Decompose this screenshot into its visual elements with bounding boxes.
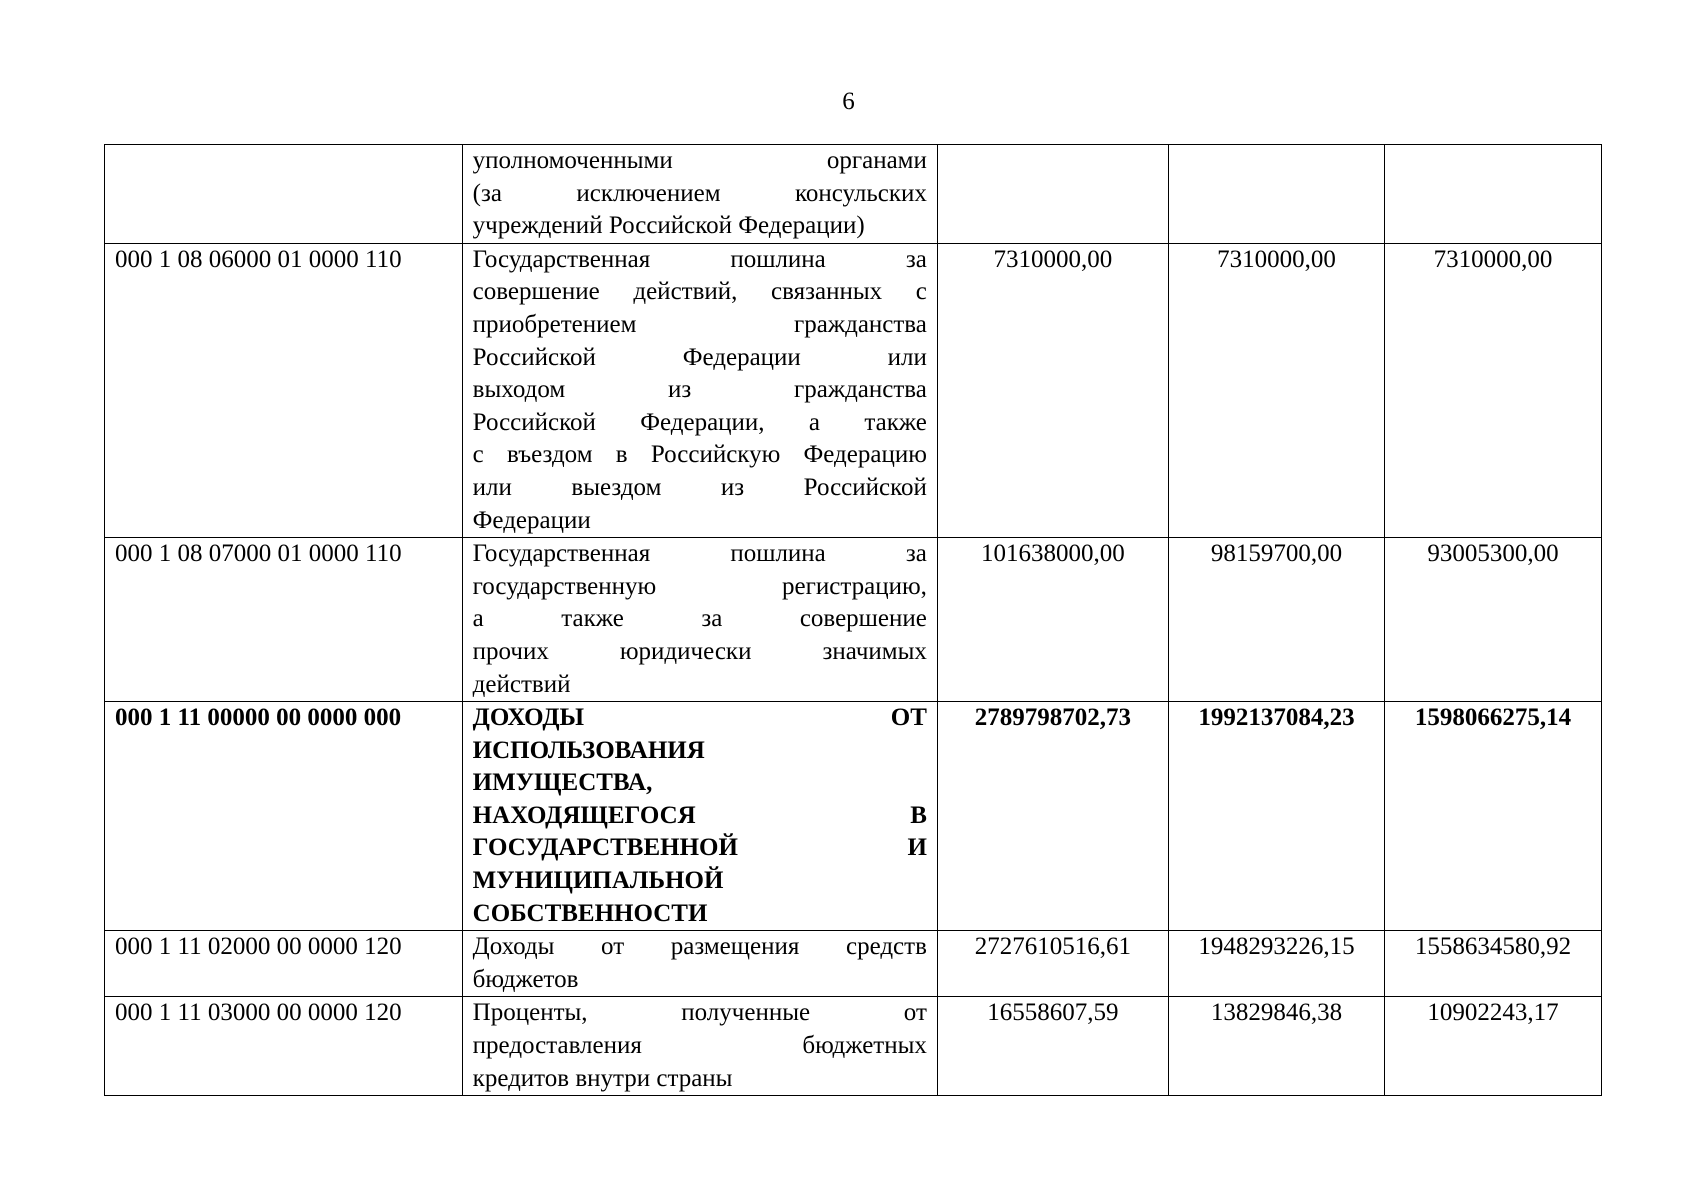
description-line: Федерации (472, 506, 591, 534)
amount-year-2-cell: 13829846,38 (1168, 997, 1384, 1096)
description-line: Государственная пошлина за (472, 245, 927, 273)
description-line: учреждений Российской Федерации) (472, 212, 865, 240)
description-line: ИМУЩЕСТВА, (472, 769, 653, 797)
description-line: выходом из гражданства (472, 376, 927, 404)
amount-year-2-cell: 1992137084,23 (1168, 702, 1384, 931)
description-cell (462, 243, 937, 537)
amount-year-2-cell: 1948293226,15 (1168, 931, 1384, 997)
description-line: предоставления бюджетных (472, 1032, 927, 1060)
amount-year-3-cell: 7310000,00 (1384, 243, 1601, 537)
budget-code-cell: 000 1 11 02000 00 0000 120 (105, 931, 463, 997)
description-line: или выездом из Российской (472, 473, 927, 501)
description-line: МУНИЦИПАЛЬНОЙ (472, 867, 724, 895)
description-line: а также за совершение (472, 605, 927, 633)
amount-year-1-cell: 16558607,59 (937, 997, 1168, 1096)
budget-code-cell: 000 1 08 06000 01 0000 110 (105, 243, 463, 537)
description-line: (за исключением консульских (472, 179, 927, 207)
amount-year-3-cell: 93005300,00 (1384, 538, 1601, 702)
budget-code-cell: 000 1 11 00000 00 0000 000 (105, 702, 463, 931)
description-line: Российской Федерации или (472, 343, 927, 371)
table-row (105, 243, 1602, 537)
amount-year-1-cell: 7310000,00 (937, 243, 1168, 537)
amount-year-2-cell (1168, 145, 1384, 244)
table-row (105, 145, 1602, 244)
amount-year-1-cell (937, 145, 1168, 244)
description-line: действий (472, 670, 571, 698)
description-cell (462, 145, 937, 244)
amount-year-1-cell: 101638000,00 (937, 538, 1168, 702)
amount-year-3-cell: 1598066275,14 (1384, 702, 1601, 931)
description-line: СОБСТВЕННОСТИ (472, 899, 708, 927)
description-cell (462, 538, 937, 702)
table-row (105, 931, 1602, 997)
amount-year-2-cell: 98159700,00 (1168, 538, 1384, 702)
description-line: Российской Федерации, а также (472, 408, 927, 436)
description-line: кредитов внутри страны (472, 1064, 733, 1092)
description-line: уполномоченными органами (472, 147, 927, 174)
description-line: прочих юридически значимых (472, 637, 927, 665)
page-number: 6 (842, 88, 855, 115)
description-line: ГОСУДАРСТВЕННОЙ И (472, 834, 927, 862)
description-cell (462, 931, 937, 997)
table-row (105, 997, 1602, 1096)
amount-year-1-cell: 2789798702,73 (937, 702, 1168, 931)
description-cell (462, 702, 937, 931)
description-line: государственную регистрацию, (472, 572, 927, 600)
description-line: совершение действий, связанных с (472, 278, 927, 306)
table-row (105, 538, 1602, 702)
amount-year-1-cell: 2727610516,61 (937, 931, 1168, 997)
budget-code-cell: 000 1 11 03000 00 0000 120 (105, 997, 463, 1096)
description-line: НАХОДЯЩЕГОСЯ В (472, 801, 927, 829)
description-line: Доходы от размещения средств (472, 933, 927, 961)
table-body (105, 145, 1602, 1096)
description-line: с въездом в Российскую Федерацию (472, 441, 927, 469)
amount-year-2-cell: 7310000,00 (1168, 243, 1384, 537)
description-line: приобретением гражданства (472, 310, 927, 338)
amount-year-3-cell: 1558634580,92 (1384, 931, 1601, 997)
description-line: Государственная пошлина за (472, 540, 927, 568)
budget-table (104, 144, 1602, 1096)
description-line: бюджетов (472, 965, 579, 993)
amount-year-3-cell: 10902243,17 (1384, 997, 1601, 1096)
description-line: ДОХОДЫ ОТ (472, 704, 927, 732)
description-line: ИСПОЛЬЗОВАНИЯ (472, 736, 705, 764)
budget-code-cell: 000 1 08 07000 01 0000 110 (105, 538, 463, 702)
description-line: Проценты, полученные от (472, 999, 927, 1027)
description-cell (462, 997, 937, 1096)
amount-year-3-cell (1384, 145, 1601, 244)
budget-code-cell (105, 145, 463, 244)
table-row (105, 702, 1602, 931)
